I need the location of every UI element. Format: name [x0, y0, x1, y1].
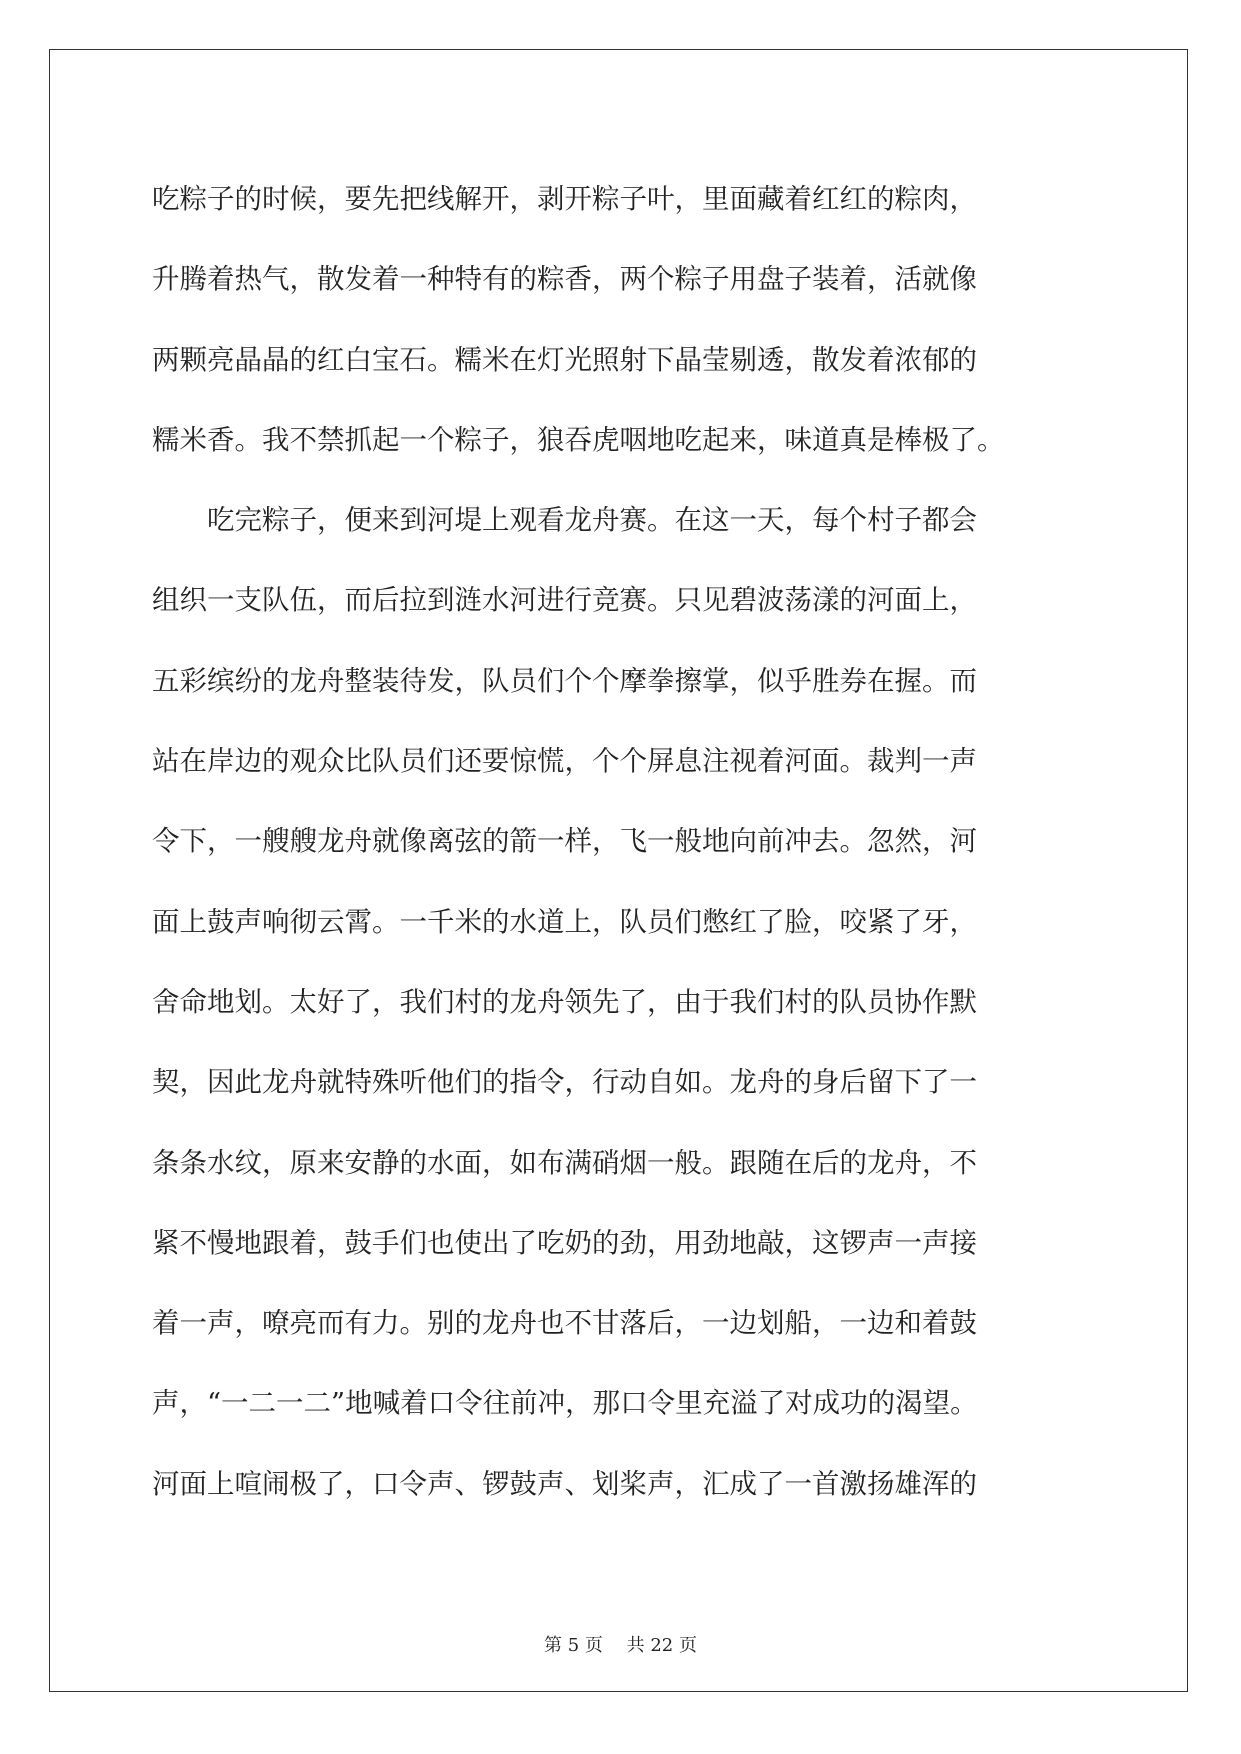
text-line: 吃粽子的时候，要先把线解开，剥开粽子叶，里面藏着红红的粽肉，: [152, 183, 977, 215]
text-line: 糯米香。我不禁抓起一个粽子，狼吞虎咽地吃起来，味道真是棒极了。: [152, 423, 1005, 456]
text-line: 契，因此龙舟就特殊听他们的指令，行动自如。龙舟的身后留下了一: [152, 1066, 977, 1099]
text-line: 条条水纹，原来安静的水面，如布满硝烟一般。跟随在后的龙舟，不: [152, 1146, 977, 1179]
page-number-footer: 第 5 页 共 22 页: [544, 1635, 697, 1656]
text-line: 两颗亮晶晶的红白宝石。糯米在灯光照射下晶莹剔透，散发着浓郁的: [152, 343, 977, 376]
text-line: 令下，一艘艘龙舟就像离弦的箭一样，飞一般地向前冲去。忽然，河: [152, 825, 977, 858]
text-line: 吃完粽子，便来到河堤上观看龙舟赛。在这一天，每个村子都会: [152, 504, 977, 537]
text-line: 河面上喧闹极了，口令声、锣鼓声、划桨声，汇成了一首激扬雄浑的: [152, 1467, 977, 1500]
text-line: 声，“一二一二”地喊着口令往前冲，那口令里充溢了对成功的渴望。: [152, 1387, 978, 1420]
body-text: [152, 159, 1092, 1524]
text-line: 面上鼓声响彻云霄。一千米的水道上，队员们憋红了脸，咬紧了牙，: [152, 905, 977, 938]
text-line: 着一声，嘹亮而有力。别的龙舟也不甘落后，一边划船，一边和着鼓: [152, 1307, 977, 1340]
text-line: 舍命地划。太好了，我们村的龙舟领先了，由于我们村的队员协作默: [152, 985, 977, 1018]
text-line: 组织一支队伍，而后拉到涟水河进行竞赛。只见碧波荡漾的河面上，: [152, 584, 977, 617]
text-line: 五彩缤纷的龙舟整装待发，队员们个个摩拳擦掌，似乎胜券在握。而: [152, 664, 977, 697]
text-line: 站在岸边的观众比队员们还要惊慌，个个屏息注视着河面。裁判一声: [152, 745, 977, 778]
text-line: 紧不慢地跟着，鼓手们也使出了吃奶的劲，用劲地敲，这锣声一声接: [152, 1226, 977, 1259]
text-line: 升腾着热气，散发着一种特有的粽香，两个粽子用盘子装着，活就像: [152, 263, 977, 296]
